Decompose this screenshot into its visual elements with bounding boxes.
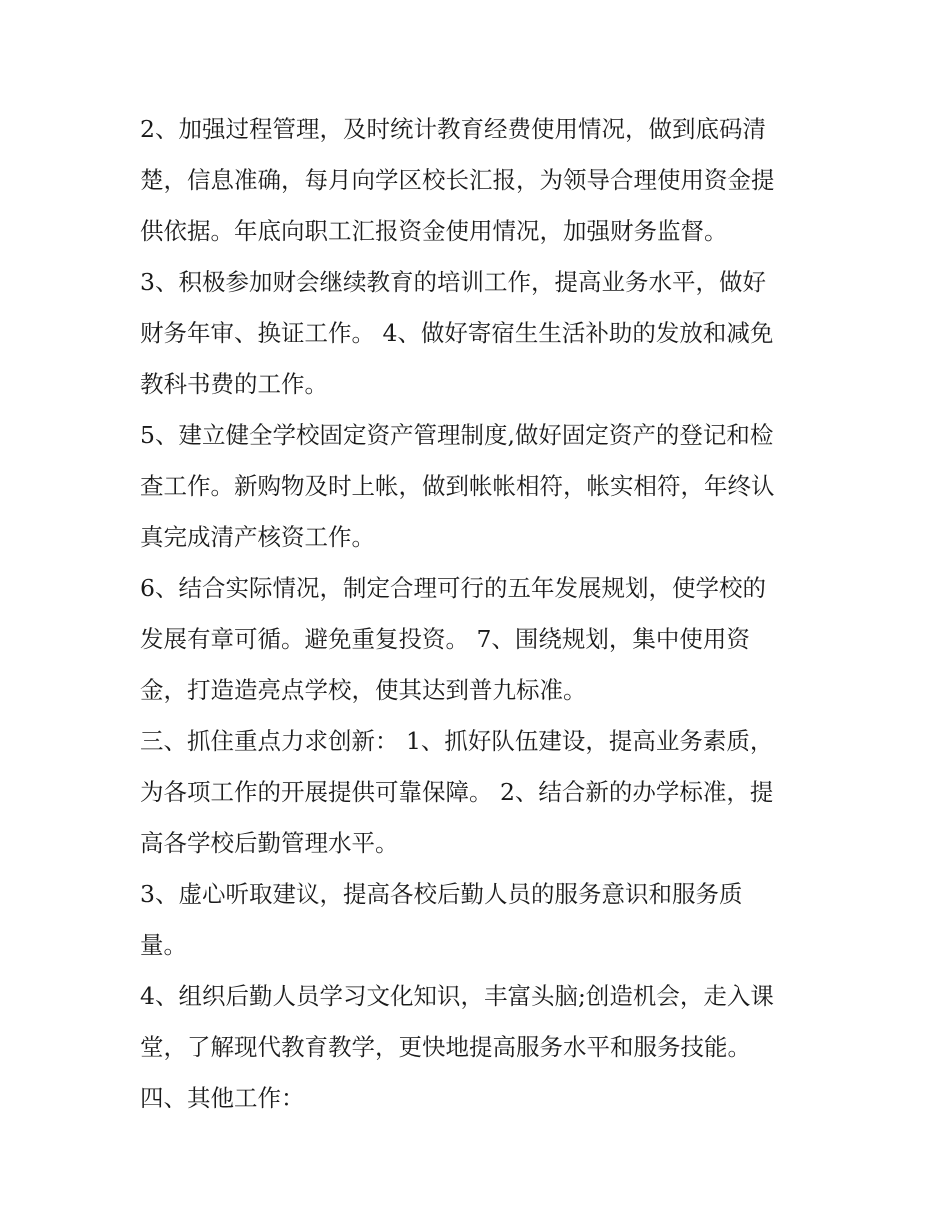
text-line: 5、建立健全学校固定资产管理制度,做好固定资产的登记和检 [140,421,774,449]
text-line: 6、结合实际情况，制定合理可行的五年发展规划，使学校的 [140,574,766,602]
text-line: 2、加强过程管理，及时统计教育经费使用情况，做到底码清 [140,115,766,143]
text-line: 真完成清产核资工作。 [140,523,375,551]
text-line: 量。 [140,931,187,959]
text-line: 教科书费的工作。 [140,370,328,398]
text-line: 楚，信息准确，每月向学区校长汇报，为领导合理使用资金提 [140,166,775,194]
paragraph-fixed-assets [140,410,830,563]
text-line: 3、虚心听取建议，提高各校后勤人员的服务意识和服务质 [140,880,743,908]
paragraph-suggestions [140,869,830,971]
text-line: 高各学校后勤管理水平。 [140,829,399,857]
paragraph-five-year-plan [140,563,830,716]
text-line: 财务年审、换证工作。 4、做好寄宿生生活补助的发放和减免 [140,319,774,347]
text-line: 供依据。年底向职工汇报资金使用情况，加强财务监督。 [140,217,728,245]
text-line: 金，打造造亮点学校，使其达到普九标准。 [140,676,587,704]
paragraph-section-three [140,716,830,869]
text-line: 四、其他工作： [140,1084,305,1112]
document-body [140,104,830,1124]
text-line: 发展有章可循。避免重复投资。 7、围绕规划，集中使用资 [140,625,750,653]
text-line: 4、组织后勤人员学习文化知识，丰富头脑;创造机会，走入课 [140,982,774,1010]
paragraph-staff-learning [140,971,830,1073]
text-line: 三、抓住重点力求创新： 1、抓好队伍建设，提高业务素质， [140,727,774,755]
text-line: 为各项工作的开展提供可靠保障。 2、结合新的办学标准，提 [140,778,774,806]
text-line: 堂，了解现代教育教学，更快地提高服务水平和服务技能。 [140,1033,751,1061]
paragraph-financial-process [140,104,830,257]
text-line: 3、积极参加财会继续教育的培训工作，提高业务水平，做好 [140,268,766,296]
paragraph-training [140,257,830,410]
text-line: 查工作。新购物及时上帐，做到帐帐相符，帐实相符，年终认 [140,472,775,500]
section-heading-other-work [140,1073,830,1124]
